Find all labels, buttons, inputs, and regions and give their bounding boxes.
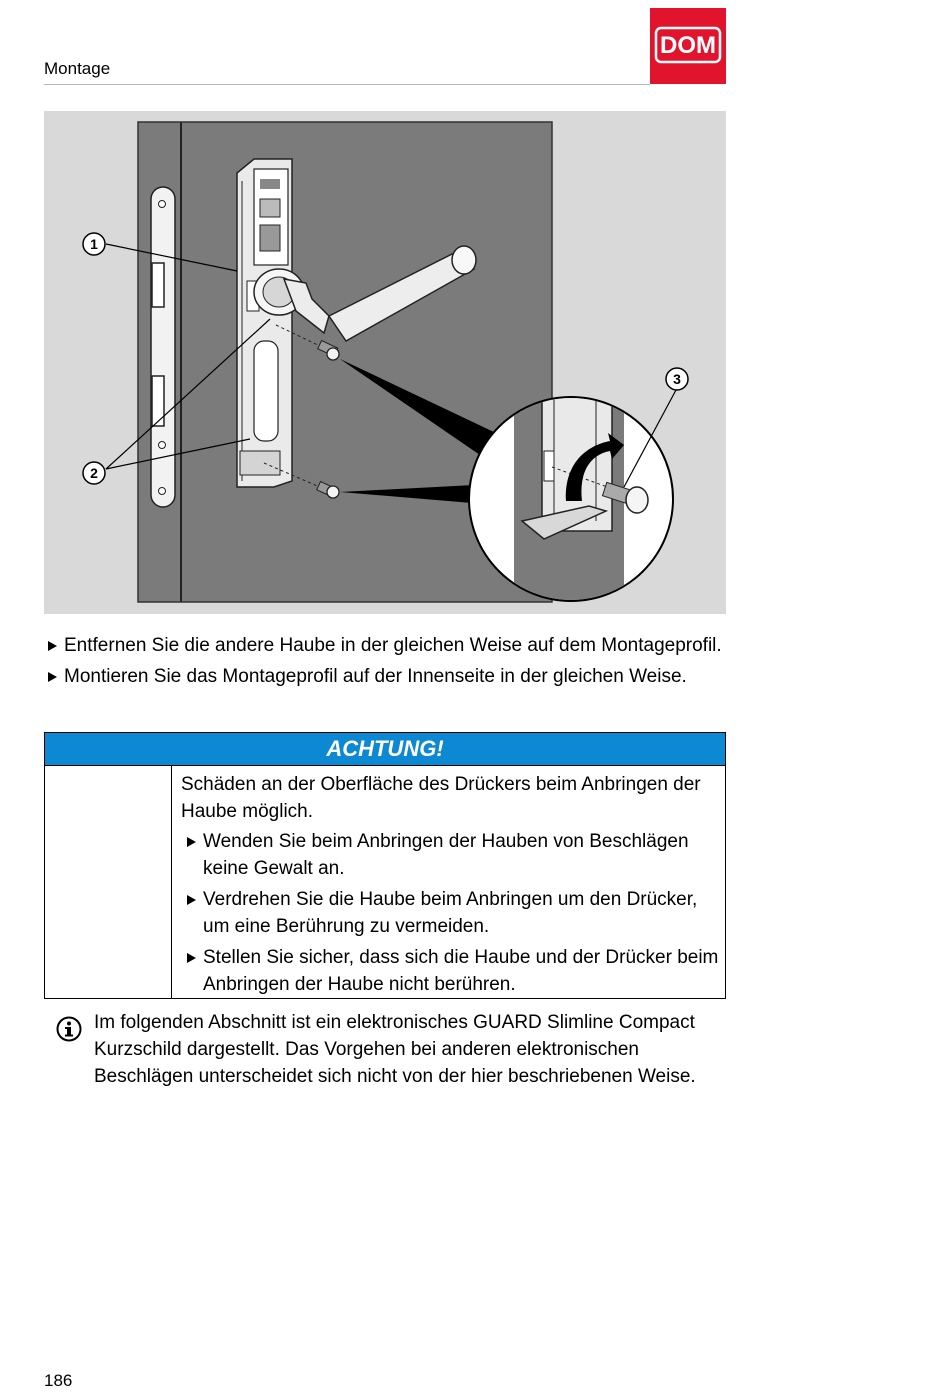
- mounting-illustration: [44, 111, 726, 614]
- info-note: Im folgenden Abschnitt ist ein elektronisches GUARD Slimline Compact Kurzschild dargestellt. Das Vorgehen bei anderen elektronischen Beschlägen unterscheidet sich nicht von der hier beschriebenen Weise.: [94, 1012, 696, 1087]
- callout-1-label: 1: [90, 236, 98, 252]
- callout-1: [83, 233, 105, 255]
- dom-logo: [650, 8, 726, 84]
- warning-step-text: Verdrehen Sie die Haube beim Anbringen um den Drücker, um eine Berührung zu vermeiden.: [203, 889, 698, 937]
- info-icon: [56, 1016, 82, 1042]
- warning-title: ACHTUNG!: [45, 733, 725, 766]
- warning-description: Schäden an der Oberfläche des Drückers beim Anbringen der Haube möglich.: [181, 774, 701, 822]
- bullet-arrow-icon: [187, 837, 196, 847]
- page-header-title: Montage: [44, 59, 111, 78]
- callout-3: [666, 368, 688, 390]
- warning-step-text: Wenden Sie beim Anbringen der Hauben von Beschlägen keine Gewalt an.: [203, 831, 689, 879]
- instruction-list: [46, 632, 726, 694]
- warning-step: [185, 886, 719, 940]
- instruction-step: [46, 632, 726, 659]
- warning-box: [44, 732, 726, 999]
- page-number: 186: [44, 1371, 73, 1390]
- bullet-arrow-icon: [48, 641, 57, 651]
- warning-step: [185, 828, 719, 882]
- bullet-arrow-icon: [187, 895, 196, 905]
- callout-2: [83, 462, 105, 484]
- instruction-step: [46, 663, 726, 690]
- callout-3-label: 3: [673, 371, 681, 387]
- bullet-arrow-icon: [48, 672, 57, 682]
- instruction-step-text: Entfernen Sie die andere Haube in der gleichen Weise auf dem Montageprofil.: [64, 635, 722, 656]
- warning-step-text: Stellen Sie sicher, dass sich die Haube und der Drücker beim Anbringen der Haube nicht berühren.: [203, 947, 719, 995]
- callout-2-label: 2: [90, 465, 98, 481]
- instruction-step-text: Montieren Sie das Montageprofil auf der Innenseite in der gleichen Weise.: [64, 666, 687, 687]
- warning-content: [181, 771, 719, 1002]
- warning-step: [185, 944, 719, 998]
- logo-text: DOM: [660, 32, 716, 59]
- warning-symbol-cell: [45, 766, 172, 998]
- header-divider: [44, 84, 650, 85]
- bullet-arrow-icon: [187, 953, 196, 963]
